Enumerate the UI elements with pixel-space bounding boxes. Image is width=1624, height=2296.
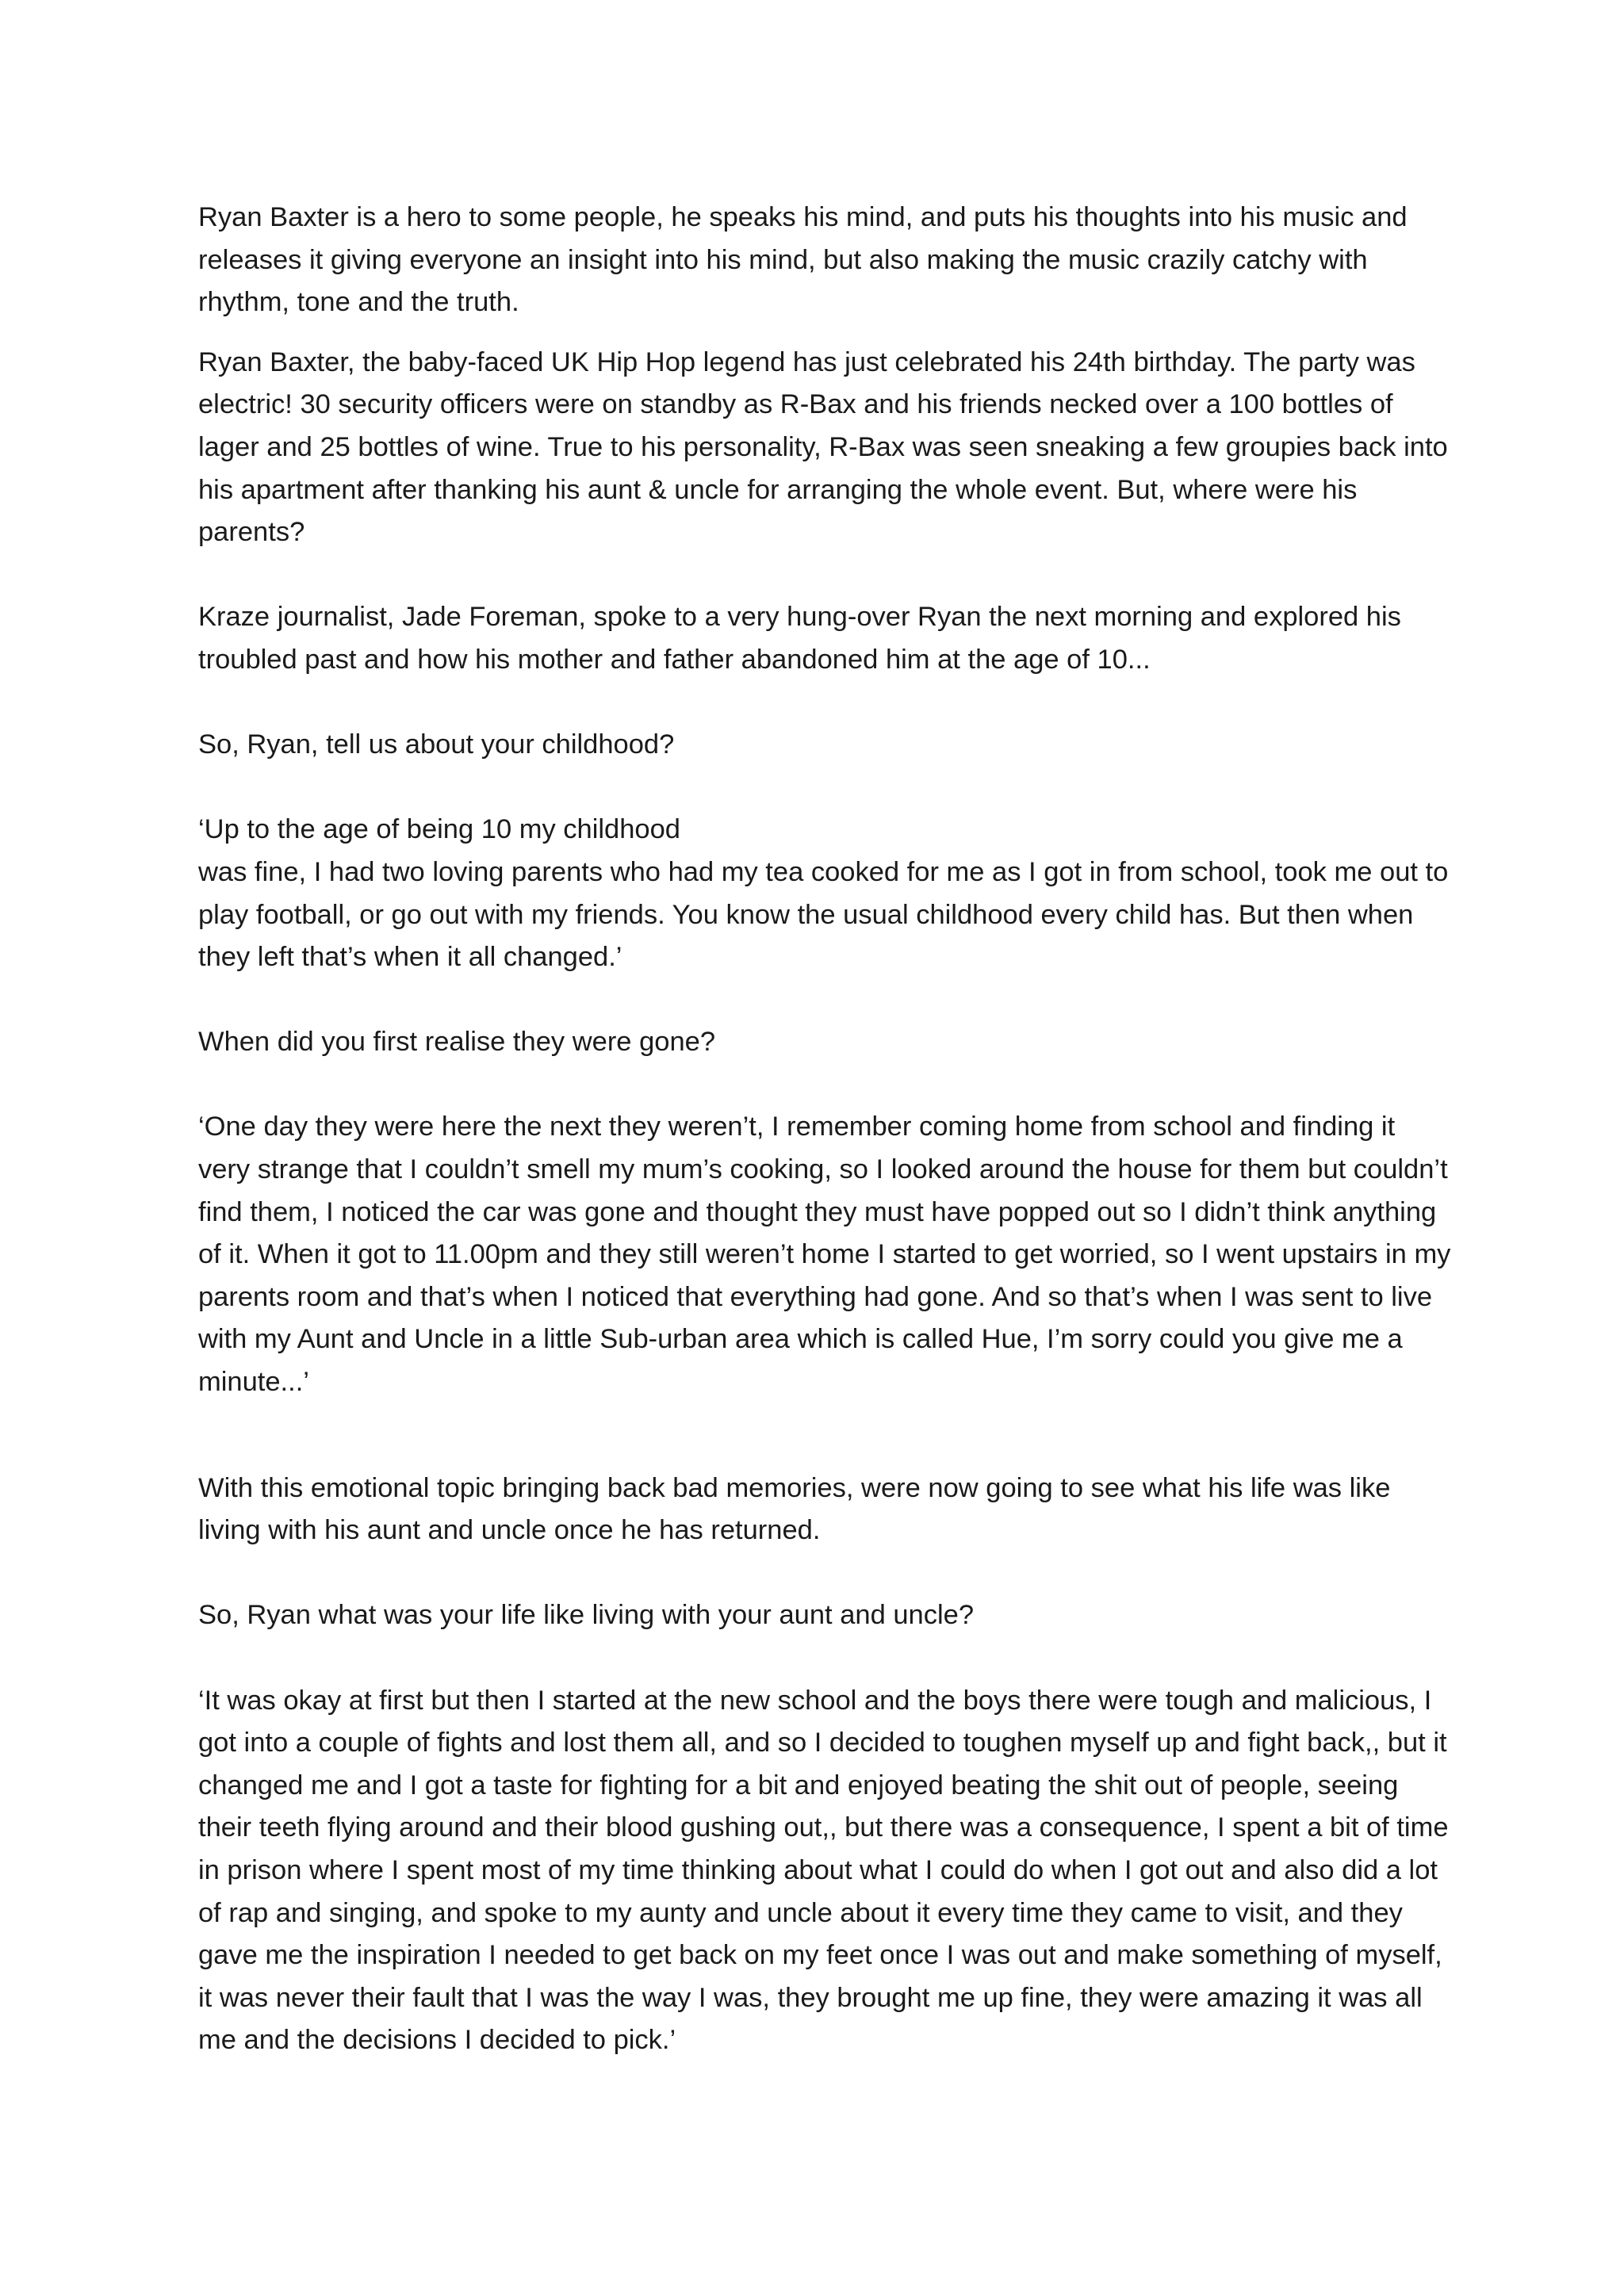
journalist-paragraph: Kraze journalist, Jade Foreman, spoke to a very hung-over Ryan the next morning and explored his troubled past and how his mother and father abandoned him at the age of 10... <box>198 602 1401 675</box>
birthday-paragraph: Ryan Baxter, the baby-faced UK Hip Hop legend has just celebrated his 24th birthday. The party was electric! 30 security officers were on standby as R-Bax and his friends necked over a 100 bottles of lager and 25 bottles of wine. True to his personality, R-Bax was seen sneaking a few groupies back into his apartment after thanking his aunt & uncle for arranging the whole event. But, where were his parents? <box>198 346 1448 548</box>
answer-childhood-first-line: ‘Up to the age of being 10 my childhood <box>198 814 680 845</box>
intro-paragraph: Ryan Baxter is a hero to some people, he speaks his mind, and puts his thoughts into his music and releases it giving everyone an insight into his mind, but also making the music crazily catchy with rhythm, tone and the truth. <box>198 202 1408 318</box>
answer-realise: ‘One day they were here the next they weren’t, I remember coming home from school and finding it very strange that I couldn’t smell my mum’s cooking, so I looked around the house for them but couldn’t find them, I noticed the car was gone and thought they must have popped out so I didn’t think anything of it. When it got to 11.00pm and they still weren’t home I started to get worried, so I went upstairs in my parents room and that’s when I noticed that everything had gone. And so that’s when I was sent to live with my Aunt and Uncle in a little Sub-urban area which is called Hue, I’m sorry could you give me a minute...’ <box>198 1112 1451 1398</box>
question-realise: When did you first realise they were gone? <box>198 1027 716 1058</box>
answer-aunt-uncle: ‘It was okay at first but then I started at the new school and the boys there were tough and malicious, I got into a couple of fights and lost them all, and so I decided to toughen myself up and fight back,, but it changed me and I got a taste for fighting for a bit and enjoyed beating the shit out of people, seeing their teeth flying around and their blood gushing out,, but there was a consequence, I spent a bit of time in prison where I spent most of my time thinking about what I could do when I got out and also did a lot of rap and singing, and spoke to my aunty and uncle about it every time they came to visit, and they gave me the inspiration I needed to get back on my feet once I was out and make something of myself, it was never their fault that I was the way I was, they brought me up fine, they were amazing it was all me and the decisions I decided to pick.’ <box>198 1685 1449 2056</box>
question-childhood: So, Ryan, tell us about your childhood? <box>198 729 675 760</box>
transition-paragraph: With this emotional topic bringing back bad memories, were now going to see what his life was like living with his aunt and uncle once he has returned. <box>198 1472 1391 1546</box>
article-body <box>198 197 1451 2062</box>
question-aunt-uncle: So, Ryan what was your life like living with your aunt and uncle? <box>198 1600 975 1631</box>
answer-childhood: was fine, I had two loving parents who had my tea cooked for me as I got in from school, took me out to play football, or go out with my friends. You know the usual childhood every child has. But then when they left that’s when it all changed.’ <box>198 856 1449 973</box>
